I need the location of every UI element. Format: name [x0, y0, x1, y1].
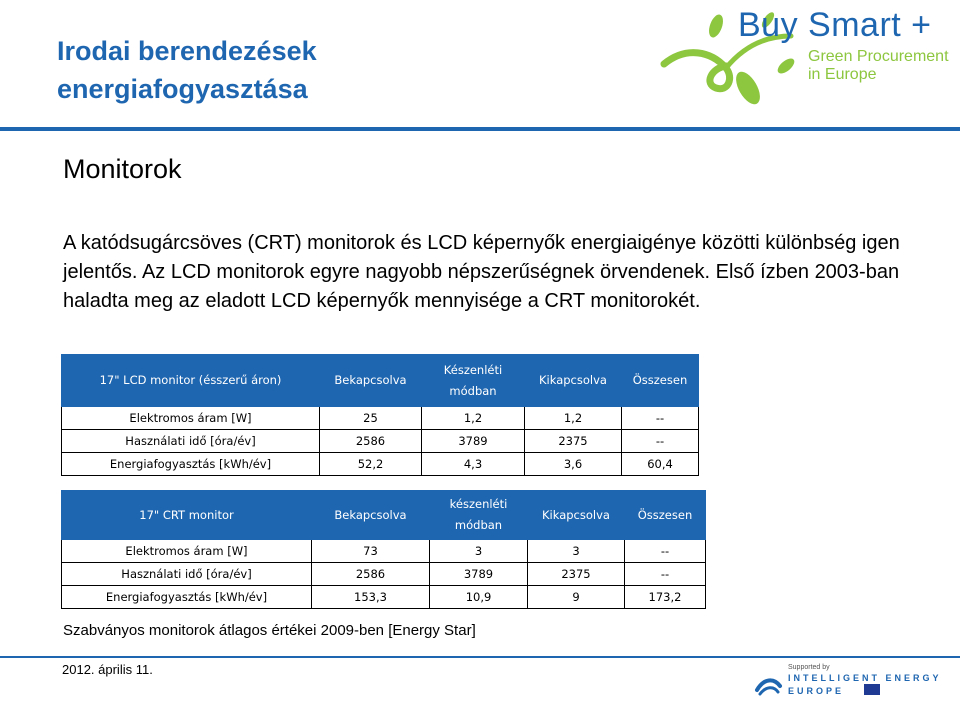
- slide-title-line2: energiafogyasztása: [57, 74, 308, 104]
- table-cell: Elektromos áram [W]: [62, 540, 312, 563]
- table-cell: 1,2: [422, 407, 525, 430]
- table-cell: --: [625, 540, 706, 563]
- table-row: [62, 430, 699, 453]
- table-row: [62, 563, 706, 586]
- sponsor-caption: Supported by: [788, 664, 830, 671]
- table-caption: Szabványos monitorok átlagos értékei 2009-ben [Energy Star]: [63, 622, 476, 639]
- table-row: [62, 540, 706, 563]
- eu-flag-icon: [864, 684, 880, 695]
- header-cell: 17" CRT monitor: [62, 491, 312, 540]
- header-cell: Bekapcsolva: [312, 491, 430, 540]
- header-line: módban: [449, 383, 497, 398]
- table-cell: Használati idő [óra/év]: [62, 430, 320, 453]
- table-row: [62, 407, 699, 430]
- table-cell: 3: [430, 540, 528, 563]
- table-cell: 25: [320, 407, 422, 430]
- header-divider: [0, 127, 960, 131]
- table-cell: 4,3: [422, 453, 525, 476]
- table-cell: Energiafogyasztás [kWh/év]: [62, 586, 312, 609]
- table-cell: 73: [312, 540, 430, 563]
- table-cell: Elektromos áram [W]: [62, 407, 320, 430]
- slide-title: [57, 32, 317, 108]
- table-cell: 3,6: [525, 453, 622, 476]
- logo-sub-line2: in Europe: [808, 66, 877, 83]
- table-cell: 153,3: [312, 586, 430, 609]
- intro-paragraph: A katódsugárcsöves (CRT) monitorok és LCD képernyők energiaigénye közötti különbség igen jelentős. Az LCD monitorok egyre nagyobb népszerűségnek örvendenek. Első ízben 2003-ban haladta meg az eladott LCD képernyők mennyisége a CRT monitorokét.: [63, 232, 900, 312]
- table-cell: 3789: [422, 430, 525, 453]
- logo-sub-line1: Green Procurement: [808, 48, 949, 65]
- header-cell: Összesen: [625, 491, 706, 540]
- table-row: [62, 453, 699, 476]
- table-cell: Energiafogyasztás [kWh/év]: [62, 453, 320, 476]
- header-cell: Bekapcsolva: [320, 355, 422, 407]
- table-cell: 2375: [525, 430, 622, 453]
- header-line: módban: [454, 518, 503, 532]
- table-cell: --: [622, 407, 699, 430]
- table-cell: 3: [528, 540, 625, 563]
- crt-monitor-table: [61, 490, 706, 609]
- table-cell: 2586: [312, 563, 430, 586]
- header-cell: Kikapcsolva: [528, 491, 625, 540]
- table-cell: 1,2: [525, 407, 622, 430]
- header-cell: [430, 491, 528, 540]
- sponsor-line2: EUROPE: [788, 686, 845, 696]
- lcd-monitor-table: [61, 354, 699, 476]
- table-cell: Használati idő [óra/év]: [62, 563, 312, 586]
- table-cell: 173,2: [625, 586, 706, 609]
- header-cell: [422, 355, 525, 407]
- intelligent-energy-europe-logo: [752, 664, 957, 700]
- logo-brand-text: Buy Smart +: [738, 6, 932, 44]
- table-cell: 60,4: [622, 453, 699, 476]
- section-title: Monitorok: [63, 154, 182, 184]
- header-cell: 17" LCD monitor (ésszerű áron): [62, 355, 320, 407]
- header-cell: Összesen: [622, 355, 699, 407]
- header-line: készenléti: [449, 497, 508, 511]
- header-cell: Kikapcsolva: [525, 355, 622, 407]
- table-row: [62, 586, 706, 609]
- table-cell: 52,2: [320, 453, 422, 476]
- sponsor-line1: INTELLIGENT ENERGY: [788, 673, 942, 683]
- table-cell: 2586: [320, 430, 422, 453]
- table-header-row: [62, 491, 706, 540]
- buy-smart-logo: [656, 6, 956, 116]
- footer-date: 2012. április 11.: [62, 662, 153, 677]
- table-cell: --: [622, 430, 699, 453]
- table-cell: 9: [528, 586, 625, 609]
- table-cell: 2375: [528, 563, 625, 586]
- table-cell: 10,9: [430, 586, 528, 609]
- table-header-row: [62, 355, 699, 407]
- table-cell: --: [625, 563, 706, 586]
- slide-title-line1: Irodai berendezések: [57, 36, 317, 66]
- header-line: Készenléti: [443, 362, 503, 377]
- leaf-swirl-icon: [754, 672, 784, 698]
- table-cell: 3789: [430, 563, 528, 586]
- footer-divider: [0, 656, 960, 658]
